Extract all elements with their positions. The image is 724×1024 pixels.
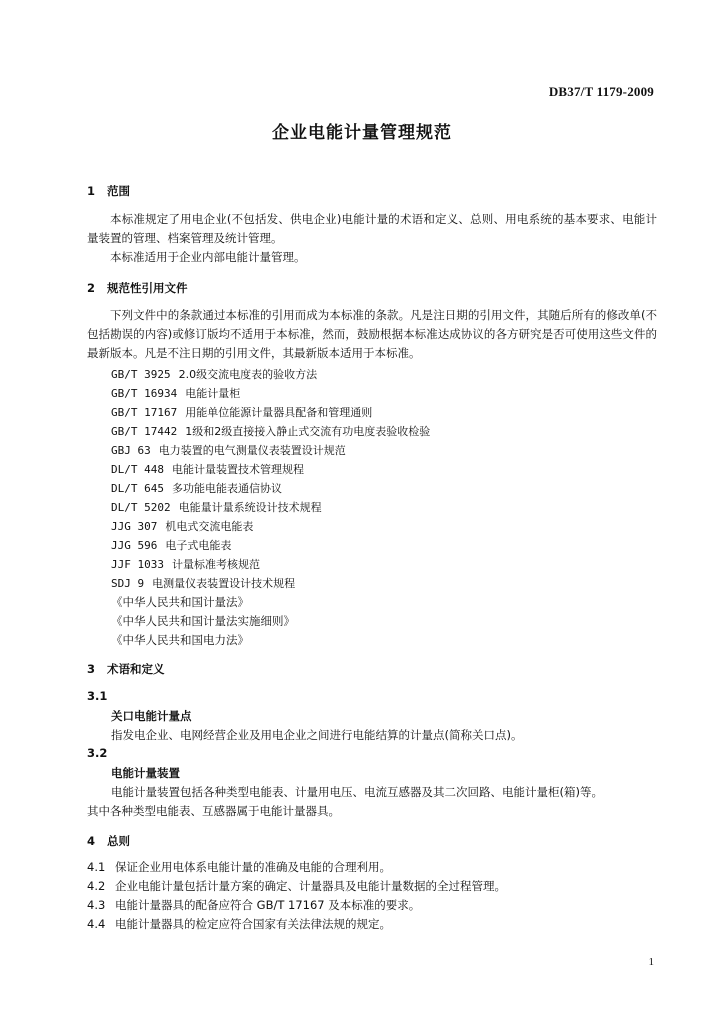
- reference-item: JJG 596 电子式电能表: [111, 539, 232, 552]
- clause-item: 4.3 电能计量器具的配备应符合 GB/T 17167 及本标准的要求。: [87, 898, 421, 912]
- reference-item: GB/T 17167 用能单位能源计量器具配备和管理通则: [111, 406, 373, 419]
- law-reference: 《中华人民共和国计量法实施细则》: [111, 614, 295, 628]
- term-definition: 指发电企业、电网经营企业及用电企业之间进行电能结算的计量点(简称关口点)。: [111, 728, 523, 742]
- section-title: 总则: [107, 834, 130, 848]
- term-name: 电能计量装置: [111, 766, 180, 780]
- section-number: 3: [87, 662, 96, 676]
- reference-item: DL/T 645 多功能电能表通信协议: [111, 482, 282, 495]
- reference-item: JJF 1033 计量标准考核规范: [111, 558, 260, 571]
- section-title: 范围: [107, 184, 130, 198]
- reference-item: GB/T 17442 1级和2级直接接入静止式交流有功电度表验收检验: [111, 425, 431, 438]
- term-definition-continued: 其中各种类型电能表、互感器属于电能计量器具。: [87, 804, 340, 818]
- clause-item: 4.4 电能计量器具的检定应符合国家有关法律法规的规定。: [87, 917, 391, 931]
- page-number: 1: [648, 956, 654, 968]
- scope-paragraph-2: 本标准适用于企业内部电能计量管理。: [110, 250, 306, 264]
- section-number: 1: [87, 184, 96, 198]
- section-number: 2: [87, 281, 96, 295]
- term-number: 3.1: [87, 689, 108, 703]
- reference-item: GB/T 16934 电能计量柜: [111, 387, 241, 400]
- term-definition: 电能计量装置包括各种类型电能表、计量用电压、电流互感器及其二次回路、电能计量柜(箱)等。: [111, 785, 603, 799]
- reference-item: JJG 307 机电式交流电能表: [111, 520, 254, 533]
- section-title: 术语和定义: [107, 662, 165, 676]
- scope-paragraph-1: 本标准规定了用电企业(不包括发、供电企业)电能计量的术语和定义、总则、用电系统的基本要求、电能计量装置的管理、档案管理及统计管理。: [87, 212, 657, 245]
- section-3-heading: [87, 661, 165, 677]
- clause-item: 4.1 保证企业用电体系电能计量的准确及电能的合理利用。: [87, 860, 391, 874]
- term-name: 关口电能计量点: [111, 709, 192, 723]
- references-intro-paragraph: 下列文件中的条款通过本标准的引用而成为本标准的条款。凡是注日期的引用文件，其随后所有的修改单(不包括勘误的内容)或修订版均不适用于本标准，然而，鼓励根据本标准达成协议的各方研究是否可使用这些文件的最新版本。凡是不注日期的引用文件，其最新版本适用于本标准。: [87, 308, 657, 360]
- clause-item: 4.2 企业电能计量包括计量方案的确定、计量器具及电能计量数据的全过程管理。: [87, 879, 506, 893]
- section-4-heading: [87, 833, 130, 849]
- section-title: 规范性引用文件: [107, 281, 188, 295]
- reference-item: GB/T 3925 2.0级交流电度表的验收方法: [111, 368, 318, 381]
- section-1-heading: [87, 183, 130, 199]
- reference-item: DL/T 448 电能计量装置技术管理规程: [111, 463, 304, 476]
- standard-code: DB37/T 1179-2009: [548, 84, 654, 99]
- law-reference: 《中华人民共和国计量法》: [111, 595, 249, 609]
- section-number: 4: [87, 834, 96, 848]
- term-number: 3.2: [87, 746, 108, 760]
- reference-item: GBJ 63 电力装置的电气测量仪表装置设计规范: [111, 444, 346, 457]
- reference-item: SDJ 9 电测量仪表装置设计技术规程: [111, 577, 296, 590]
- document-title: 企业电能计量管理规范: [272, 123, 452, 143]
- law-reference: 《中华人民共和国电力法》: [111, 633, 249, 647]
- reference-item: DL/T 5202 电能量计量系统设计技术规程: [111, 501, 322, 514]
- section-2-heading: [87, 280, 188, 296]
